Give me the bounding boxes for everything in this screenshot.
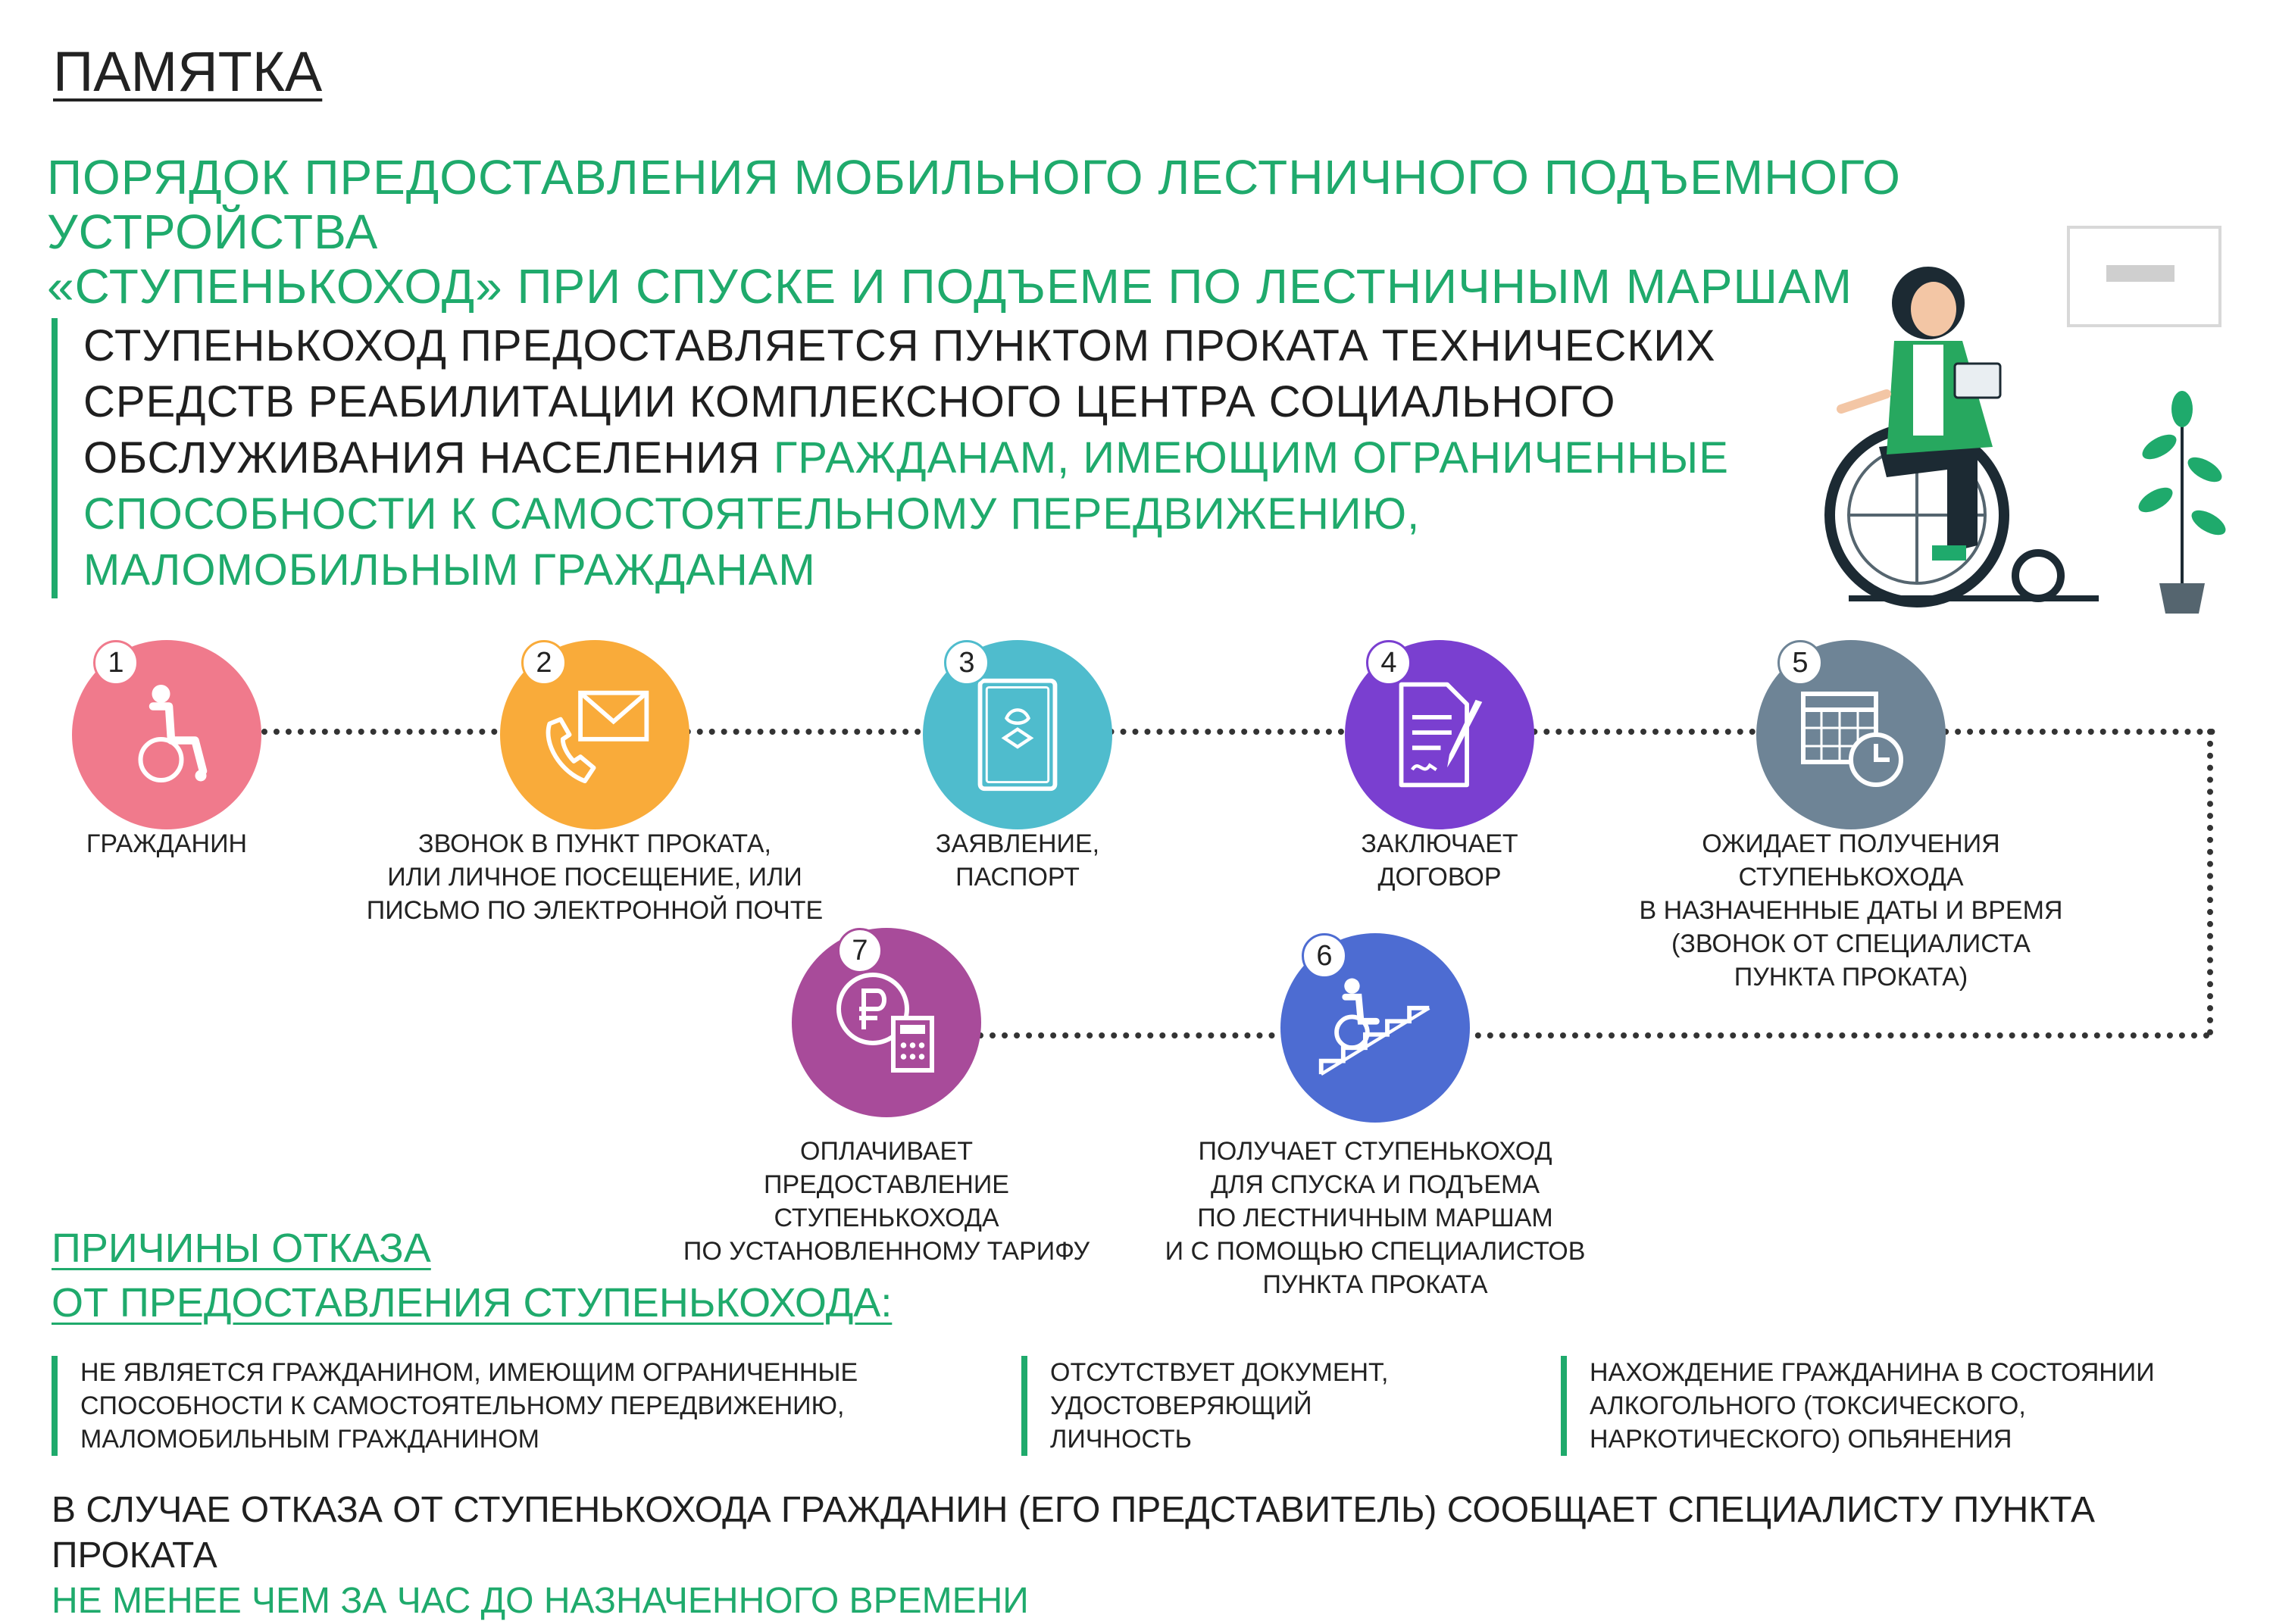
step-2-label: ЗВОНОК В ПУНКТ ПРОКАТА, ИЛИ ЛИЧНОЕ ПОСЕЩЕНИЕ, ИЛИ ПИСЬМО ПО ЭЛЕКТРОННОЙ ПОЧТЕ — [366, 829, 824, 925]
intro-highlight: ГРАЖДАНАМ, ИМЕЮЩИМ ОГРАНИЧЕННЫЕ СПОСОБНОСТИ К САМОСТОЯТЕЛЬНОМУ ПЕРЕДВИЖЕНИЮ, МАЛОМОБИЛЬНЫМ ГРАЖДАНАМ — [83, 433, 1729, 595]
step-3-label: ЗАЯВЛЕНИЕ, ПАСПОРТ — [935, 829, 1100, 892]
intro-paragraph — [52, 318, 1849, 598]
step-4 — [1345, 640, 1534, 829]
reasons-title-line-1: ПРИЧИНЫ ОТКАЗА — [52, 1226, 431, 1271]
intro-text: СТУПЕНЬКОХОД ПРЕДОСТАВЛЯЕТСЯ ПУНКТОМ ПРОКАТА ТЕХНИЧЕСКИХ СРЕДСТВ РЕАБИЛИТАЦИИ КОМПЛЕКСНОГО ЦЕНТРА СОЦИАЛЬНОГО ОБСЛУЖИВАНИЯ НАСЕЛЕНИЯ — [83, 321, 1716, 483]
step-1 — [72, 640, 261, 829]
step-4-number: 4 — [1366, 640, 1412, 686]
step-7-circle — [792, 928, 981, 1117]
reason-item-1: НЕ ЯВЛЯЕТСЯ ГРАЖДАНИНОМ, ИМЕЮЩИМ ОГРАНИЧЕННЫЕ СПОСОБНОСТИ К САМОСТОЯТЕЛЬНОМУ ПЕРЕДВИЖЕНИЮ, МАЛОМОБИЛЬНЫМ ГРАЖДАНИНОМ — [52, 1356, 974, 1456]
step-3-number: 3 — [944, 640, 990, 686]
page-title: ПАМЯТКА — [53, 40, 323, 103]
connector-bottom — [977, 1032, 2210, 1038]
phone-mail-icon — [534, 678, 655, 792]
wheelchair-woman-illustration — [1765, 220, 2235, 614]
step-3 — [923, 640, 1112, 829]
contract-icon — [1390, 678, 1489, 792]
step-5 — [1756, 640, 1946, 829]
ruble-calculator-icon — [830, 966, 943, 1079]
subtitle-line-1: ПОРЯДОК ПРЕДОСТАВЛЕНИЯ МОБИЛЬНОГО ЛЕСТНИЧНОГО ПОДЪЕМНОГО УСТРОЙСТВА — [47, 150, 1901, 259]
step-2 — [500, 640, 689, 829]
footer-text: В СЛУЧАЕ ОТКАЗА ОТ СТУПЕНЬКОХОДА ГРАЖДАНИН (ЕГО ПРЕДСТАВИТЕЛЬ) СООБЩАЕТ СПЕЦИАЛИСТУ ПУНКТА ПРОКАТА — [52, 1490, 2096, 1576]
reason-item-3: НАХОЖДЕНИЕ ГРАЖДАНИНА В СОСТОЯНИИ АЛКОГОЛЬНОГО (ТОКСИЧЕСКОГО, НАРКОТИЧЕСКОГО) ОПЬЯНЕНИЯ — [1561, 1356, 2241, 1456]
step-5-number: 5 — [1777, 640, 1823, 686]
stair-lift-icon — [1315, 975, 1436, 1081]
step-5-label: ОЖИДАЕТ ПОЛУЧЕНИЯ СТУПЕНЬКОХОДА В НАЗНАЧЕННЫЕ ДАТЫ И ВРЕМЯ (ЗВОНОК ОТ СПЕЦИАЛИСТА ПУНКТА ПРОКАТА) — [1639, 829, 2063, 992]
step-6-number: 6 — [1302, 933, 1347, 979]
wheelchair-person-icon — [110, 678, 224, 792]
step-1-number: 1 — [93, 640, 139, 686]
passport-icon — [972, 674, 1063, 795]
reasons-title — [52, 1221, 892, 1330]
reasons-title-line-2: ОТ ПРЕДОСТАВЛЕНИЯ СТУПЕНЬКОХОДА: — [52, 1280, 893, 1326]
subtitle-line-2: «СТУПЕНЬКОХОД» ПРИ СПУСКЕ И ПОДЪЕМЕ ПО ЛЕСТНИЧНЫМ МАРШАМ — [47, 259, 1853, 314]
connector-right — [2207, 729, 2213, 1035]
step-1-label: ГРАЖДАНИН — [86, 829, 248, 858]
step-7 — [792, 928, 981, 1117]
step-2-number: 2 — [521, 640, 567, 686]
step-4-label: ЗАКЛЮЧАЕТ ДОГОВОР — [1361, 829, 1518, 892]
footer-note — [52, 1488, 2249, 1624]
reason-item-2: ОТСУТСТВУЕТ ДОКУМЕНТ, УДОСТОВЕРЯЮЩИЙ ЛИЧНОСТЬ — [1021, 1356, 1505, 1456]
footer-highlight: НЕ МЕНЕЕ ЧЕМ ЗА ЧАС ДО НАЗНАЧЕННОГО ВРЕМЕНИ — [52, 1581, 1029, 1621]
step-6 — [1280, 933, 1470, 1123]
step-7-number: 7 — [837, 928, 883, 973]
step-6-label: ПОЛУЧАЕТ СТУПЕНЬКОХОД ДЛЯ СПУСКА И ПОДЪЕМА ПО ЛЕСТНИЧНЫМ МАРШАМ И С ПОМОЩЬЮ СПЕЦИАЛИСТОВ ПУНКТА ПРОКАТА — [1165, 1137, 1586, 1299]
step-7-label: ОПЛАЧИВАЕТ ПРЕДОСТАВЛЕНИЕ СТУПЕНЬКОХОДА ПО УСТАНОВЛЕННОМУ ТАРИФУ — [683, 1137, 1090, 1266]
calendar-clock-icon — [1794, 678, 1908, 792]
